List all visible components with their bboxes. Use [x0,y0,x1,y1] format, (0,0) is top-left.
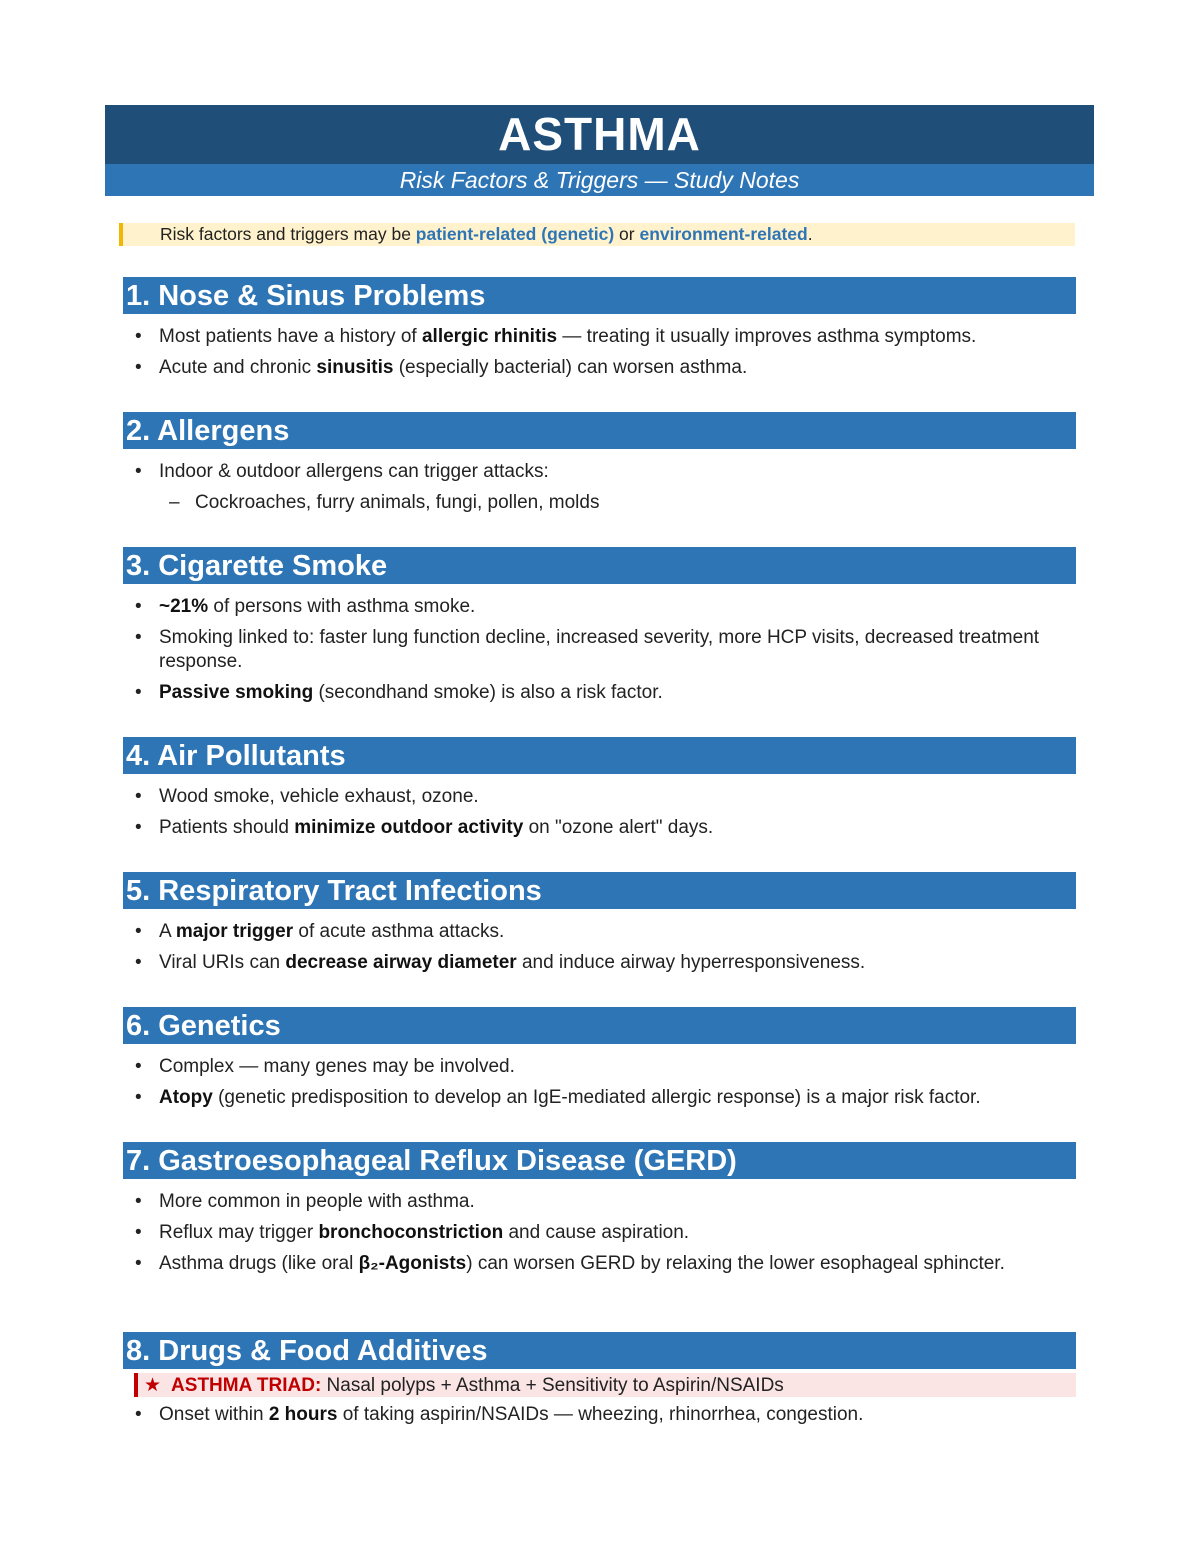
list-item: • Passive smoking (secondhand smoke) is also a risk factor. [123,681,1076,705]
list-item: • Smoking linked to: faster lung function decline, increased severity, more HCP visits, decreased treatment response. [123,626,1076,674]
intro-callout [119,223,1075,246]
callout-highlight-patient: patient-related (genetic) [415,224,615,244]
sub-list-item: – Cockroaches, furry animals, fungi, pollen, molds [123,491,1076,515]
section-genetics [123,1007,1076,1117]
list-item: • Asthma drugs (like oral β₂-Agonists) can worsen GERD by relaxing the lower esophageal sphincter. [123,1252,1076,1276]
list-item: • Complex — many genes may be involved. [123,1055,1076,1079]
triad-label: ASTHMA TRIAD: [171,1375,322,1396]
callout-text: Risk factors and triggers may be [160,224,416,244]
list-item: • Patients should minimize outdoor activity on "ozone alert" days. [123,816,1076,840]
bullet-list [123,595,1076,705]
section-heading: 7. Gastroesophageal Reflux Disease (GERD) [123,1142,1076,1179]
list-item: • Most patients have a history of allergic rhinitis — treating it usually improves asthma symptoms. [123,325,1076,349]
triad-text: Nasal polyps + Asthma + Sensitivity to Aspirin/NSAIDs [321,1375,784,1396]
bullet-list [123,785,1076,840]
section-allergens [123,412,1076,522]
section-heading: 8. Drugs & Food Additives [123,1332,1076,1369]
list-item: • More common in people with asthma. [123,1190,1076,1214]
section-heading: 2. Allergens [123,412,1076,449]
section-heading: 1. Nose & Sinus Problems [123,277,1076,314]
asthma-triad-callout [134,1373,1076,1397]
callout-text-or: or [614,224,640,244]
section-heading: 6. Genetics [123,1007,1076,1044]
bullet-list [123,1190,1076,1276]
section-air-pollutants [123,737,1076,847]
section-nose-sinus [123,277,1076,387]
bullet-list [123,1403,1076,1427]
document-header [105,105,1094,196]
list-item: • Onset within 2 hours of taking aspirin/NSAIDs — wheezing, rhinorrhea, congestion. [123,1403,1076,1427]
list-item: • Wood smoke, vehicle exhaust, ozone. [123,785,1076,809]
callout-highlight-environment: environment-related [639,224,808,244]
list-item: • Indoor & outdoor allergens can trigger attacks: [123,460,1076,484]
section-drugs-food-additives [123,1332,1076,1434]
page-subtitle: Risk Factors & Triggers — Study Notes [105,164,1094,196]
section-cigarette-smoke [123,547,1076,712]
page-title: ASTHMA [105,105,1094,164]
callout-period: . [807,224,813,244]
section-respiratory-infections [123,872,1076,982]
star-icon: ★ [144,1375,162,1396]
section-heading: 4. Air Pollutants [123,737,1076,774]
list-item: • Acute and chronic sinusitis (especially bacterial) can worsen asthma. [123,356,1076,380]
bullet-list [123,1055,1076,1110]
section-gerd [123,1142,1076,1283]
section-heading: 5. Respiratory Tract Infections [123,872,1076,909]
section-heading: 3. Cigarette Smoke [123,547,1076,584]
bullet-list [123,920,1076,975]
list-item: • A major trigger of acute asthma attacks. [123,920,1076,944]
list-item: • Viral URIs can decrease airway diameter and induce airway hyperresponsiveness. [123,951,1076,975]
list-item: • Atopy (genetic predisposition to develop an IgE-mediated allergic response) is a major risk factor. [123,1086,1076,1110]
list-item: • Reflux may trigger bronchoconstriction and cause aspiration. [123,1221,1076,1245]
bullet-list [123,325,1076,380]
list-item: • ~21% of persons with asthma smoke. [123,595,1076,619]
bullet-list [123,460,1076,515]
